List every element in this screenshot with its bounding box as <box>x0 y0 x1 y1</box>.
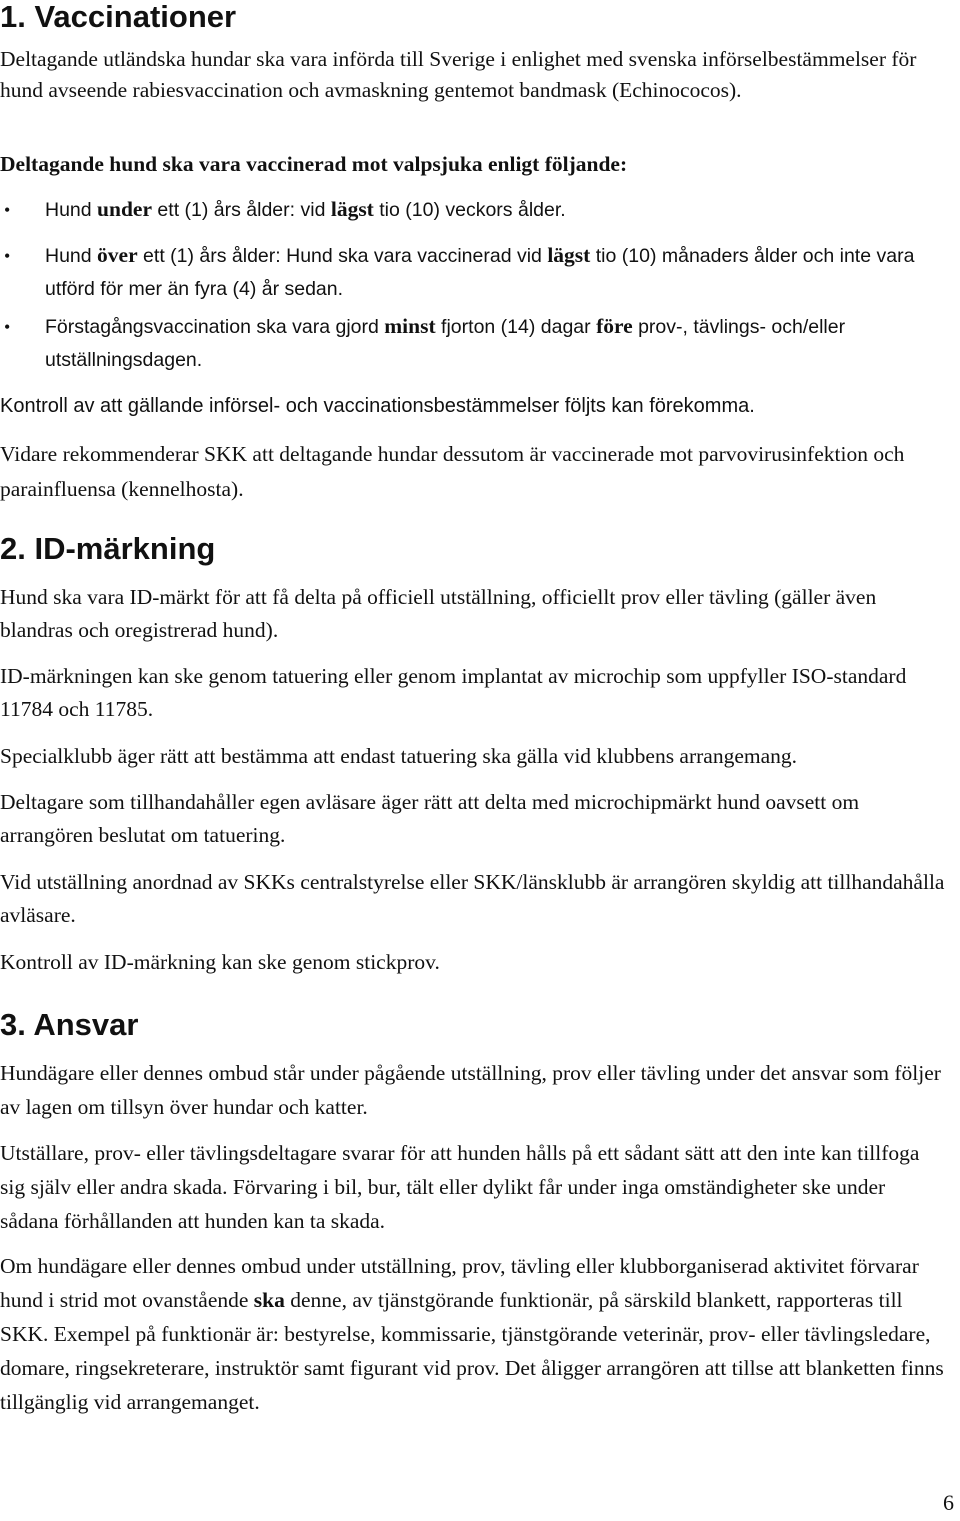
bullet-marker: • <box>4 200 11 220</box>
paragraph-rule-heading: Deltagande hund ska vara vaccinerad mot valpsjuka enligt följande: <box>0 152 628 176</box>
bullet-text-part: Hund <box>45 199 98 221</box>
bullet-text-part: tio (10) månaders ålder och inte vara utförd för mer än fyra (4) år sedan. <box>45 245 915 300</box>
bullet-marker: • <box>4 317 11 337</box>
bullet-text-part: prov-, tävlings- och/eller utställningsdagen. <box>45 316 846 371</box>
page-number: 6 <box>943 1490 954 1515</box>
bullet-emphasis: före <box>596 314 633 338</box>
paragraph: Kontroll av att gällande införsel- och vaccinationsbestämmelser följts kan förekomma. <box>0 395 755 417</box>
paragraph: Deltagare som tillhandahåller egen avläsare äger rätt att delta med microchipmärkt hund oavsett om arrangören beslutat om tatuering. <box>0 790 860 847</box>
paragraph-emphasis: ska <box>253 1288 285 1312</box>
paragraph: Kontroll av ID-märkning kan ske genom stickprov. <box>0 950 440 974</box>
bullet-item <box>45 310 950 376</box>
bullet-item <box>45 193 950 227</box>
bullet-text-part: tio (10) veckors ålder. <box>373 199 566 221</box>
bullet-emphasis: under <box>97 197 153 221</box>
bullet-text-part: Hund <box>45 245 98 267</box>
bullet-item <box>45 239 950 305</box>
paragraph-text-part: denne, av tjänstgörande funktionär, på särskild blankett, rapporteras till SKK. Exempel på funktionär är: bestyrelse, kommissarie, tjänstgörande veterinär, prov- eller tävlingsledare, domare, ringsekreterare, instruktör samt figurant vid prov. Det åligger arrangören att tillse att blanketten finns tillgänglig vid arrangemanget. <box>0 1288 944 1414</box>
bullet-emphasis: lägst <box>330 197 374 221</box>
bullet-text-part: ett (1) års ålder: Hund ska vara vaccinerad vid <box>137 245 548 267</box>
paragraph: Specialklubb äger rätt att bestämma att endast tatuering ska gälla vid klubbens arrangemang. <box>0 744 798 768</box>
bullet-text-part: ett (1) års ålder: vid <box>152 199 331 221</box>
bullet-emphasis: minst <box>384 314 436 338</box>
bullet-marker: • <box>4 246 11 266</box>
paragraph: Vid utställning anordnad av SKKs centralstyrelse eller SKK/länsklubb är arrangören skyldig att tillhandahålla avläsare. <box>0 870 945 927</box>
section-heading-ansvar: 3. Ansvar <box>0 1007 139 1042</box>
section-heading-id-markning: 2. ID-märkning <box>0 531 216 566</box>
paragraph-text-part: Om hundägare eller dennes ombud under utställning, prov, tävling eller klubborganiserad aktivitet förvarar hund i strid mot ovanstående <box>0 1254 919 1312</box>
paragraph: Utställare, prov- eller tävlingsdeltagare svarar för att hunden hålls på ett sådant sätt att den inte kan tillfoga sig själv eller andra skada. Förvaring i bil, bur, tält eller dylikt får under inga omständigheter ske under sådana förhållanden att hunden kan ta skada. <box>0 1141 920 1233</box>
paragraph: ID-märkningen kan ske genom tatuering eller genom implantat av microchip som uppfyller ISO-standard 11784 och 11785. <box>0 664 907 721</box>
bullet-emphasis: lägst <box>547 243 591 267</box>
bullet-text-part: Förstagångsvaccination ska vara gjord <box>45 316 385 338</box>
bullet-emphasis: över <box>97 243 138 267</box>
section-heading-vaccinationer: 1. Vaccinationer <box>0 0 237 34</box>
paragraph <box>0 1249 945 1419</box>
paragraph-intro: Deltagande utländska hundar ska vara införda till Sverige i enlighet med svenska införselbestämmelser för hund avseende rabiesvaccination och avmaskning gentemot bandmask (Echinococos). <box>0 47 917 102</box>
paragraph: Hundägare eller dennes ombud står under pågående utställning, prov eller tävling under det ansvar som följer av lagen om tillsyn över hundar och katter. <box>0 1061 941 1119</box>
paragraph: Hund ska vara ID-märkt för att få delta på officiell utställning, officiellt prov eller tävling (gäller även blandras och oregistrerad hund). <box>0 585 877 642</box>
paragraph: Vidare rekommenderar SKK att deltagande hundar dessutom är vaccinerade mot parvovirusinfektion och parainfluensa (kennelhosta). <box>0 442 905 501</box>
bullet-text-part: fjorton (14) dagar <box>435 316 597 338</box>
